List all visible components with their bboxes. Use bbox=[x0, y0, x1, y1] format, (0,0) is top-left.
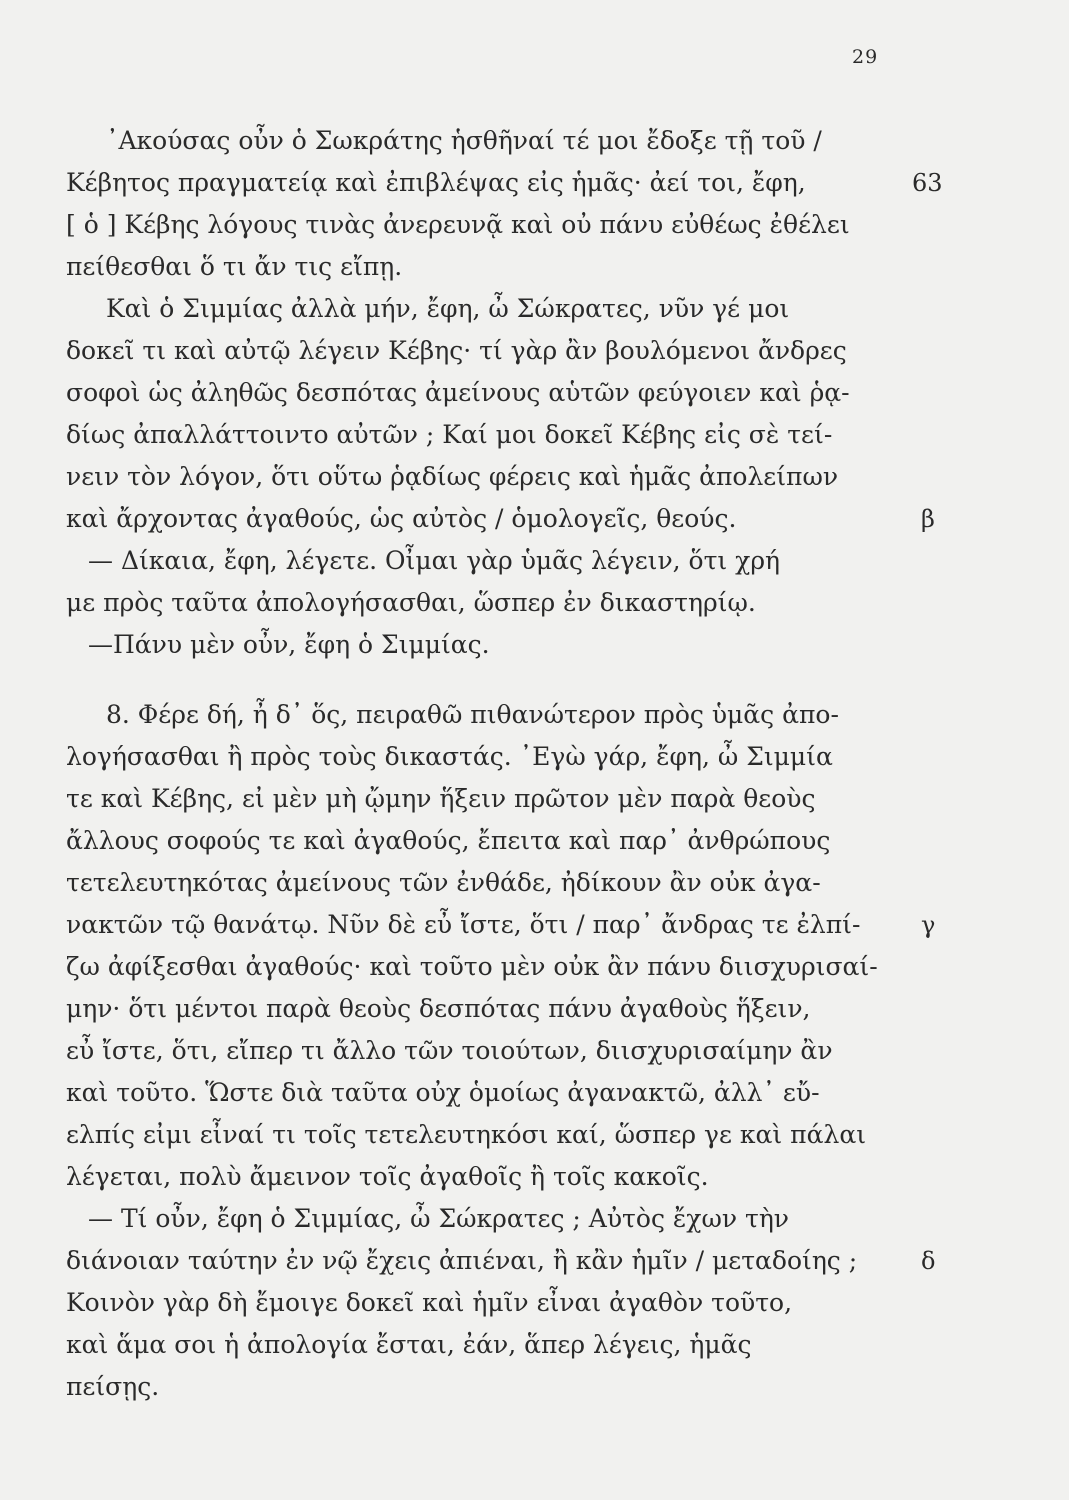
line-text: δίως ἀπαλλάττοιντο αὐτῶν ; Καί μοι δοκεῖ Κέβης εἰς σὲ τεί- bbox=[66, 420, 833, 449]
line-text: τε καὶ Κέβης, εἰ μὲν μὴ ᾤμην ἥξειν πρῶτον μὲν παρὰ θεοὺς bbox=[66, 784, 816, 813]
text-line bbox=[66, 372, 912, 414]
line-text: καὶ ἄρχοντας ἀγαθούς, ὡς αὐτὸς / ὁμολογεῖς, θεούς. bbox=[66, 504, 737, 533]
text-line bbox=[66, 246, 912, 288]
text-line bbox=[66, 414, 912, 456]
text-line bbox=[66, 778, 912, 820]
line-text: με πρὸς ταῦτα ἀπολογήσασθαι, ὥσπερ ἐν δικαστηρίῳ. bbox=[66, 588, 756, 617]
text-line bbox=[66, 1324, 912, 1366]
line-text: νειν τὸν λόγον, ὅτι οὕτω ῥᾳδίως φέρεις καὶ ἡμᾶς ἀπολείπων bbox=[66, 462, 839, 491]
line-text: [ ὁ ] Κέβης λόγους τινὰς ἀνερευνᾷ καὶ οὐ πάνυ εὐθέως ἐθέλει bbox=[66, 210, 850, 239]
line-text: Κοινὸν γὰρ δὴ ἔμοιγε δοκεῖ καὶ ἡμῖν εἶναι ἀγαθὸν τοῦτο, bbox=[66, 1288, 793, 1317]
text-line bbox=[66, 1282, 912, 1324]
line-text: λέγεται, πολὺ ἄμεινον τοῖς ἀγαθοῖς ἢ τοῖς κακοῖς. bbox=[66, 1162, 709, 1191]
text-line bbox=[66, 946, 912, 988]
text-line bbox=[66, 1030, 912, 1072]
stephanus-ref: γ bbox=[921, 911, 936, 939]
text-line bbox=[66, 162, 943, 204]
text-line bbox=[66, 456, 912, 498]
line-text: καὶ τοῦτο. Ὥστε διὰ ταῦτα οὐχ ὁμοίως ἀγανακτῶ, ἀλλ᾽ εὔ- bbox=[66, 1078, 820, 1107]
line-text: ἄλλους σοφούς τε καὶ ἀγαθούς, ἔπειτα καὶ παρ᾽ ἀνθρώπους bbox=[66, 826, 831, 855]
text-line bbox=[66, 1072, 912, 1114]
page-number: 29 bbox=[852, 46, 879, 68]
text-line bbox=[66, 1366, 912, 1408]
line-text: 8. Φέρε δή, ἦ δ᾽ ὅς, πειραθῶ πιθανώτερον πρὸς ὑμᾶς ἀπο- bbox=[106, 700, 839, 729]
line-text: Κέβητος πραγματείᾳ καὶ ἐπιβλέψας εἰς ἡμᾶς· ἀεί τοι, ἔφη, bbox=[66, 168, 806, 197]
line-text: ᾿Ακούσας οὖν ὁ Σωκράτης ἡσθῆναί τέ μοι ἔδοξε τῇ τοῦ / bbox=[106, 126, 822, 155]
line-text: ζω ἀφίξεσθαι ἀγαθούς· καὶ τοῦτο μὲν οὐκ ἂν πάνυ διισχυρισαί- bbox=[66, 952, 878, 981]
text-line bbox=[66, 330, 912, 372]
text-line bbox=[66, 904, 936, 946]
text-line bbox=[66, 498, 935, 540]
text-line bbox=[66, 1240, 936, 1282]
stephanus-ref: 63 bbox=[912, 169, 943, 197]
line-text: σοφοὶ ὡς ἀληθῶς δεσπότας ἀμείνους αὑτῶν φεύγοιεν καὶ ῥᾳ- bbox=[66, 378, 850, 407]
line-text: πείθεσθαι ὅ τι ἄν τις εἴπῃ. bbox=[66, 252, 403, 281]
text-line bbox=[66, 820, 912, 862]
line-text: τετελευτηκότας ἀμείνους τῶν ἐνθάδε, ἠδίκουν ἂν οὐκ ἀγα- bbox=[66, 868, 821, 897]
line-text: — Τί οὖν, ἔφη ὁ Σιμμίας, ὦ Σώκρατες ; Αὐτὸς ἔχων τὴν bbox=[88, 1204, 789, 1233]
text-line bbox=[66, 736, 912, 778]
text-line bbox=[66, 120, 912, 162]
text-line bbox=[66, 624, 912, 666]
line-text: εὖ ἴστε, ὅτι, εἴπερ τι ἄλλο τῶν τοιούτων, διισχυρισαίμην ἂν bbox=[66, 1036, 833, 1065]
text-line bbox=[66, 988, 912, 1030]
text-line bbox=[66, 694, 912, 736]
line-text: —Πάνυ μὲν οὖν, ἔφη ὁ Σιμμίας. bbox=[88, 630, 490, 659]
line-text: πείσῃς. bbox=[66, 1372, 160, 1401]
line-text: καὶ ἅμα σοι ἡ ἀπολογία ἔσται, ἐάν, ἅπερ λέγεις, ἡμᾶς bbox=[66, 1330, 752, 1359]
text-line bbox=[66, 540, 912, 582]
stephanus-ref: β bbox=[921, 505, 935, 533]
line-text: διάνοιαν ταύτην ἐν νῷ ἔχεις ἀπιέναι, ἢ κἂν ἡμῖν / μεταδοίης ; bbox=[66, 1246, 858, 1275]
text-line bbox=[66, 862, 912, 904]
text-line bbox=[66, 1156, 912, 1198]
text-line bbox=[66, 204, 912, 246]
text-line bbox=[66, 1198, 912, 1240]
line-text: μην· ὅτι μέντοι παρὰ θεοὺς δεσπότας πάνυ ἀγαθοὺς ἥξειν, bbox=[66, 994, 811, 1023]
line-text: Καὶ ὁ Σιμμίας ἀλλὰ μήν, ἔφη, ὦ Σώκρατες, νῦν γέ μοι bbox=[106, 294, 790, 323]
text-line bbox=[66, 1114, 912, 1156]
line-text: ελπίς εἰμι εἶναί τι τοῖς τετελευτηκόσι καί, ὥσπερ γε καὶ πάλαι bbox=[66, 1120, 866, 1149]
line-text: δοκεῖ τι καὶ αὐτῷ λέγειν Κέβης· τί γὰρ ἂν βουλόμενοι ἄνδρες bbox=[66, 336, 847, 365]
stephanus-ref: δ bbox=[921, 1247, 936, 1275]
text-line bbox=[66, 288, 912, 330]
main-text bbox=[66, 120, 943, 1408]
text-line bbox=[66, 582, 912, 624]
line-text: — Δίκαια, ἔφη, λέγετε. Οἶμαι γὰρ ὑμᾶς λέγειν, ὅτι χρή bbox=[88, 546, 781, 575]
line-text: νακτῶν τῷ θανάτῳ. Νῦν δὲ εὖ ἴστε, ὅτι / παρ᾽ ἄνδρας τε ἐλπί- bbox=[66, 910, 861, 939]
line-text: λογήσασθαι ἢ πρὸς τοὺς δικαστάς. ᾿Εγὼ γάρ, ἔφη, ὦ Σιμμία bbox=[66, 742, 833, 771]
